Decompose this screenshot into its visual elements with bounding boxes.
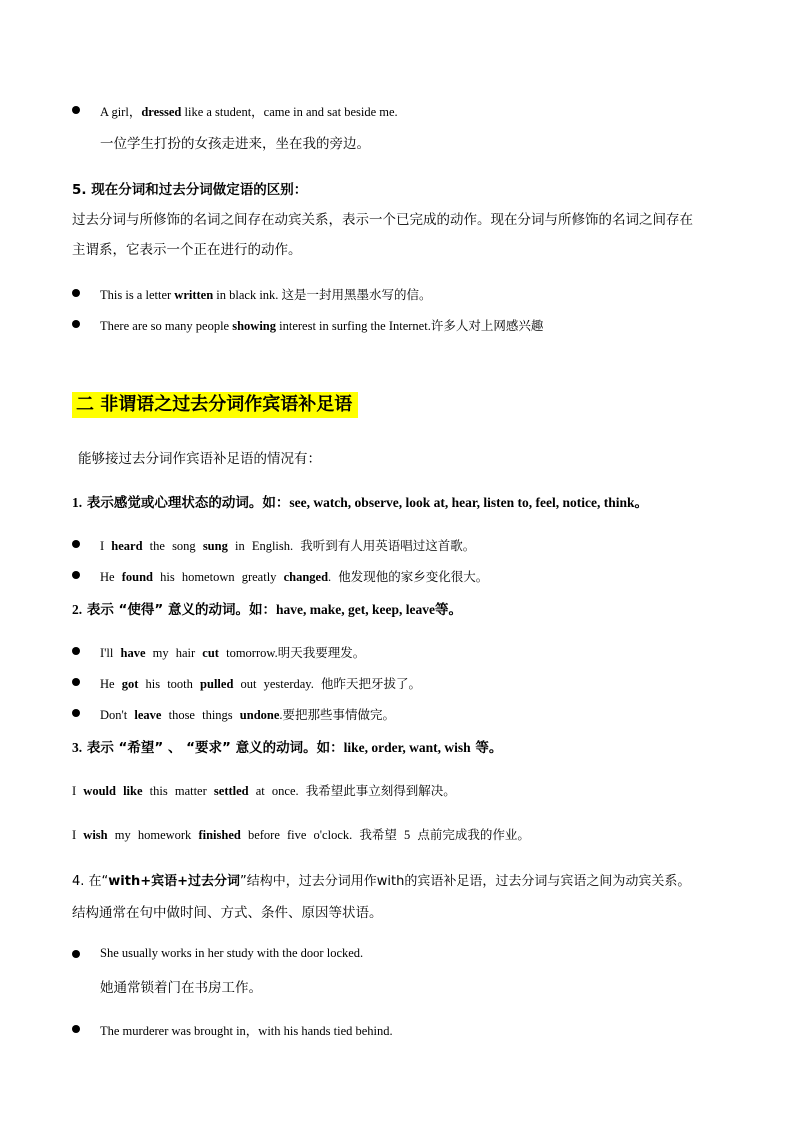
example-sentence: I wish my homework finished before five o'clock. 我希望 5 点前完成我的作业。 — [72, 828, 530, 842]
example-sentence: A girl，dressed like a student，came in and sat beside me. — [100, 105, 398, 119]
example-sentence: She usually works in her study with the door locked. — [100, 946, 364, 960]
bullet-icon — [72, 106, 80, 114]
example-translation: 她通常锁着门在书房工作。 — [100, 980, 262, 996]
bullet-icon — [72, 571, 80, 579]
example-sentence: The murderer was brought in，with his hands tied behind. — [100, 1024, 393, 1038]
example-sentence: I'll have my hair cut tomorrow.明天我要理发。 — [100, 646, 366, 660]
bullet-icon — [72, 540, 80, 548]
example-sentence: This is a letter written in black ink. 这是一封用黑墨水写的信。 — [100, 288, 432, 302]
item-4-paragraph-line-2: 结构通常在句中做时间、方式、条件、原因等状语。 — [72, 905, 383, 921]
bullet-icon — [72, 950, 80, 958]
example-sentence: There are so many people showing interest in surfing the Internet.许多人对上网感兴趣 — [100, 319, 544, 333]
example-sentence: I heard the song sung in English. 我听到有人用英语唱过这首歌。 — [100, 539, 476, 553]
section-5-paragraph-line-2: 主谓系，它表示一个正在进行的动作。 — [72, 242, 302, 258]
item-1-heading: 1. 表示感觉或心理状态的动词。如：see, watch, observe, look at, hear, listen to, feel, notice, think。 — [72, 495, 649, 511]
example-sentence: I would like this matter settled at once. 我希望此事立刻得到解决。 — [72, 784, 456, 798]
example-sentence: Don't leave those things undone.要把那些事情做完。 — [100, 708, 396, 722]
example-sentence: He got his tooth pulled out yesterday. 他昨天把牙拔了。 — [100, 677, 421, 691]
bullet-icon — [72, 647, 80, 655]
item-3-heading: 3. 表示 “希望” 、 “要求” 意义的动词。如：like, order, want, wish 等。 — [72, 740, 503, 756]
bullet-icon — [72, 1025, 80, 1033]
bullet-icon — [72, 320, 80, 328]
item-2-heading: 2. 表示 “使得” 意义的动词。如：have, make, get, keep, leave等。 — [72, 602, 462, 618]
bullet-icon — [72, 709, 80, 717]
section-intro: 能够接过去分词作宾语补足语的情况有： — [78, 451, 321, 467]
item-4-paragraph-line-1: 4. 在“with+宾语+过去分词”结构中，过去分词用作with的宾语补足语，过去分词与宾语之间为动宾关系。 — [72, 874, 691, 889]
section-5-heading: 5. 现在分词和过去分词做定语的区别： — [72, 182, 308, 198]
example-translation: 一位学生打扮的女孩走进来，坐在我的旁边。 — [100, 136, 370, 152]
section-title-highlighted: 二 非谓语之过去分词作宾语补足语 — [72, 392, 358, 418]
bullet-icon — [72, 289, 80, 297]
example-sentence: He found his hometown greatly changed. 他发现他的家乡变化很大。 — [100, 570, 489, 584]
section-5-paragraph-line-1: 过去分词与所修饰的名词之间存在动宾关系，表示一个已完成的动作。现在分词与所修饰的名词之间存在 — [72, 212, 693, 228]
bullet-icon — [72, 678, 80, 686]
